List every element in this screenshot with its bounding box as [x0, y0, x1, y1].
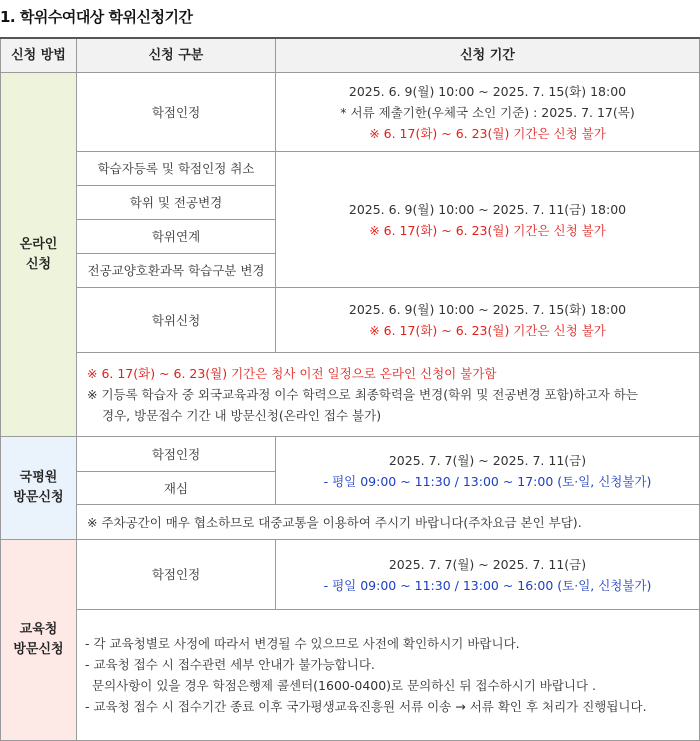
table-row: [1, 73, 700, 152]
method-online: [1, 73, 77, 437]
period-text: 2025. 7. 7(월) ~ 2025. 7. 11(금): [388, 452, 587, 468]
period-cell: [276, 288, 700, 353]
period-cell: [276, 73, 700, 152]
online-note-line2: 경우, 방문접수 기간 내 방문신청(온라인 접수 불가): [102, 408, 382, 423]
header-category: 신청 구분: [77, 38, 276, 73]
office-note-line: 문의사항이 있을 경우 학점은행제 콜센터(1600-0400)로 문의하신 뒤 접수하시기 바랍니다 .: [92, 678, 597, 693]
deadline-text: * 서류 제출기한(우체국 소인 기준) : 2025. 7. 17(목): [340, 104, 635, 120]
category-cell: 학위 및 전공변경: [77, 186, 276, 220]
category-cell: 학점인정: [77, 437, 276, 472]
period-cell: [276, 540, 700, 610]
method-online-line1: 온라인: [19, 236, 58, 252]
warning-text: ※ 6. 17(화) ~ 6. 23(월) 기간은 신청 불가: [369, 125, 606, 141]
office-note-line: - 교육청 접수 시 접수관련 세부 안내가 불가능합니다.: [85, 657, 375, 672]
header-method: 신청 방법: [1, 38, 77, 73]
warning-text: ※ 6. 17(화) ~ 6. 23(월) 기간은 신청 불가: [369, 323, 606, 338]
method-office-line2: 방문신청: [13, 642, 64, 657]
period-text: 2025. 7. 7(월) ~ 2025. 7. 11(금): [388, 556, 587, 572]
online-note: [77, 353, 700, 437]
table-row: [1, 353, 700, 437]
category-cell: 학점인정: [77, 540, 276, 610]
office-note-line: - 각 교육청별로 사정에 따라서 변경될 수 있으므로 사전에 확인하시기 바랍니다.: [85, 636, 520, 651]
method-office: [1, 540, 77, 741]
period-text: 2025. 6. 9(월) 10:00 ~ 2025. 7. 11(금) 18:00: [348, 201, 627, 217]
table-row: [1, 288, 700, 353]
office-note-line: - 교육청 접수 시 접수기간 종료 이후 국가평생교육진흥원 서류 이송 → 서류 확인 후 처리가 진행됩니다.: [85, 699, 647, 714]
period-cell: [276, 437, 700, 505]
office-note: [77, 610, 700, 741]
method-visit: [1, 437, 77, 540]
category-cell: 재심: [77, 472, 276, 505]
table-header-row: [1, 38, 700, 73]
hours-text: - 평일 09:00 ~ 11:30 / 13:00 ~ 17:00 (토·일, 신청불가): [323, 473, 652, 489]
table-row: [1, 505, 700, 540]
hours-text: - 평일 09:00 ~ 11:30 / 13:00 ~ 16:00 (토·일, 신청불가): [323, 577, 652, 593]
application-period-table: [0, 37, 700, 741]
warning-text: ※ 6. 17(화) ~ 6. 23(월) 기간은 신청 불가: [369, 222, 606, 238]
online-note-line1: ※ 기등록 학습자 중 외국교육과정 이수 학력으로 최종학력을 변경(학위 및 전공변경 포함)하고자 하는: [87, 387, 638, 402]
method-office-line1: 교육청: [19, 622, 58, 637]
online-note-red: ※ 6. 17(화) ~ 6. 23(월) 기간은 청사 이전 일정으로 온라인 신청이 불가함: [87, 366, 497, 381]
table-row: [1, 152, 700, 186]
category-cell: 학위연계: [77, 220, 276, 254]
category-cell: 학습자등록 및 학점인정 취소: [77, 152, 276, 186]
method-visit-line1: 국평원: [19, 470, 58, 485]
period-text: 2025. 6. 9(월) 10:00 ~ 2025. 7. 15(화) 18:00: [348, 83, 627, 99]
category-cell: 전공교양호환과목 학습구분 변경: [77, 254, 276, 288]
method-visit-line2: 방문신청: [13, 490, 64, 505]
header-period: 신청 기간: [276, 38, 700, 73]
table-row: [1, 437, 700, 472]
period-text: 2025. 6. 9(월) 10:00 ~ 2025. 7. 15(화) 18:00: [348, 302, 627, 317]
page-title: 1. 학위수여대상 학위신청기간: [0, 8, 193, 26]
method-online-line2: 신청: [25, 256, 52, 272]
table-row: [1, 540, 700, 610]
category-cell: 학위신청: [77, 288, 276, 353]
category-cell: 학점인정: [77, 73, 276, 152]
period-cell: [276, 152, 700, 288]
table-row: [1, 610, 700, 741]
visit-note: ※ 주차공간이 매우 협소하므로 대중교통을 이용하여 주시기 바랍니다(주차요금 본인 부담).: [77, 505, 700, 540]
